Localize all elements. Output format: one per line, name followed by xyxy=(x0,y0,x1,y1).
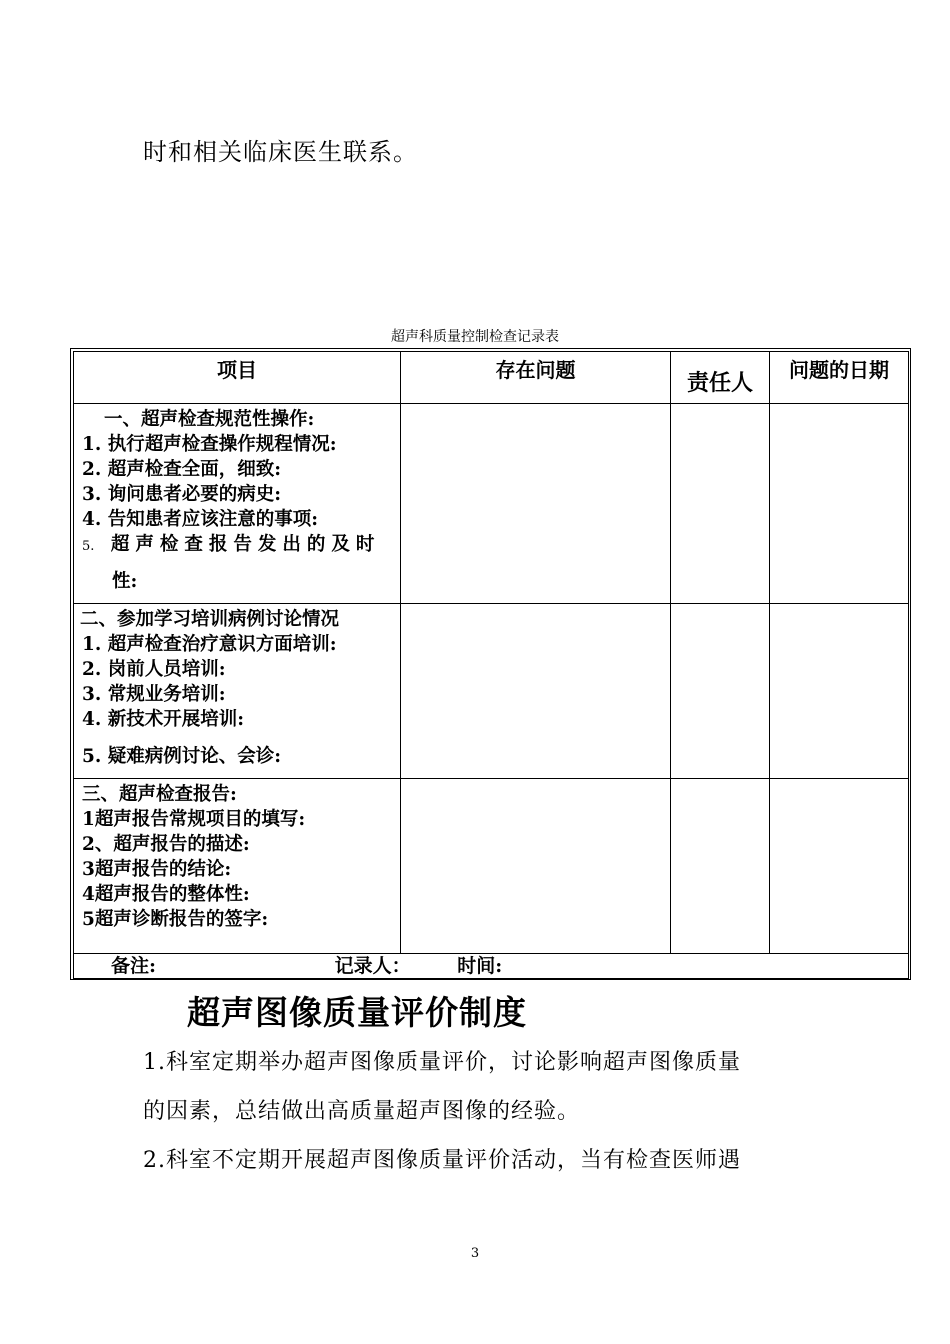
section1-item5-continued: 性: xyxy=(112,571,138,592)
section1-date-cell xyxy=(770,404,909,604)
section2-line-4: 4. 新技术开展培训: xyxy=(82,709,245,730)
section3-cell xyxy=(74,779,401,954)
qc-record-table-frame xyxy=(70,348,911,980)
section1-responsible-cell xyxy=(671,404,770,604)
section1-title: 一、超声检查规范性操作: xyxy=(104,409,315,430)
section3-line-4: 4超声报告的整体性: xyxy=(82,884,250,905)
section1-line-1: 1. 执行超声检查操作规程情况: xyxy=(82,434,337,455)
header-issues: 存在问题 xyxy=(401,352,671,404)
footer-remark: 备注: xyxy=(111,955,157,977)
section3-line-3: 3超声报告的结论: xyxy=(82,859,232,880)
section1-line-5 xyxy=(82,532,400,559)
section2-line-3: 3. 常规业务培训: xyxy=(82,684,226,705)
paragraph-line-1: 1.科室定期举办超声图像质量评价，讨论影响超声图像质量 xyxy=(143,1050,741,1075)
section2-cell xyxy=(74,604,401,779)
table-row-section1 xyxy=(74,404,909,604)
header-item: 项目 xyxy=(74,352,401,404)
section3-responsible-cell xyxy=(671,779,770,954)
section3-issues-cell xyxy=(401,779,671,954)
paragraph-line-2: 的因素，总结做出高质量超声图像的经验。 xyxy=(143,1099,581,1124)
section1-item5-text: 超声检查报告发出的及时 xyxy=(110,534,381,555)
section1-line-3: 3. 询问患者必要的病史: xyxy=(82,484,282,505)
section2-line-5: 5. 疑难病例讨论、会诊: xyxy=(82,746,282,767)
section3-line-5: 5超声诊断报告的签字: xyxy=(82,909,269,930)
section2-issues-cell xyxy=(401,604,671,779)
header-responsible: 责任人 xyxy=(671,352,770,404)
table-footer-row xyxy=(74,954,909,979)
table-caption: 超声科质量控制检查记录表 xyxy=(391,329,559,345)
table-header-row xyxy=(74,352,909,404)
section1-issues-cell xyxy=(401,404,671,604)
table-row-section2 xyxy=(74,604,909,779)
section3-line-2: 2、超声报告的描述: xyxy=(82,834,250,855)
footer-recorder: 记录人： xyxy=(334,955,411,977)
section3-line-1: 1超声报告常规项目的填写: xyxy=(82,809,306,830)
table-row-section3 xyxy=(74,779,909,954)
footer-cell xyxy=(74,954,909,979)
section3-title: 三、超声检查报告: xyxy=(82,784,237,805)
continued-text: 时和相关临床医生联系。 xyxy=(143,138,418,166)
section2-line-1: 1. 超声检查治疗意识方面培训: xyxy=(82,634,337,655)
section3-date-cell xyxy=(770,779,909,954)
section1-item5-number: 5. xyxy=(82,539,95,554)
page-number: 3 xyxy=(470,1246,480,1261)
section2-title: 二、参加学习培训病例讨论情况 xyxy=(80,609,340,630)
qc-record-table xyxy=(73,351,909,979)
section2-date-cell xyxy=(770,604,909,779)
paragraph-line-3: 2.科室不定期开展超声图像质量评价活动，当有检查医师遇 xyxy=(143,1148,741,1173)
section1-line-4: 4. 告知患者应该注意的事项: xyxy=(82,509,319,530)
footer-time: 时间: xyxy=(457,955,503,977)
section2-responsible-cell xyxy=(671,604,770,779)
section1-cell xyxy=(74,404,401,604)
section-heading: 超声图像质量评价制度 xyxy=(187,993,527,1032)
section2-line-2: 2. 岗前人员培训: xyxy=(82,659,226,680)
section1-line-2: 2. 超声检查全面，细致: xyxy=(82,459,282,480)
header-date: 问题的日期 xyxy=(770,352,909,404)
